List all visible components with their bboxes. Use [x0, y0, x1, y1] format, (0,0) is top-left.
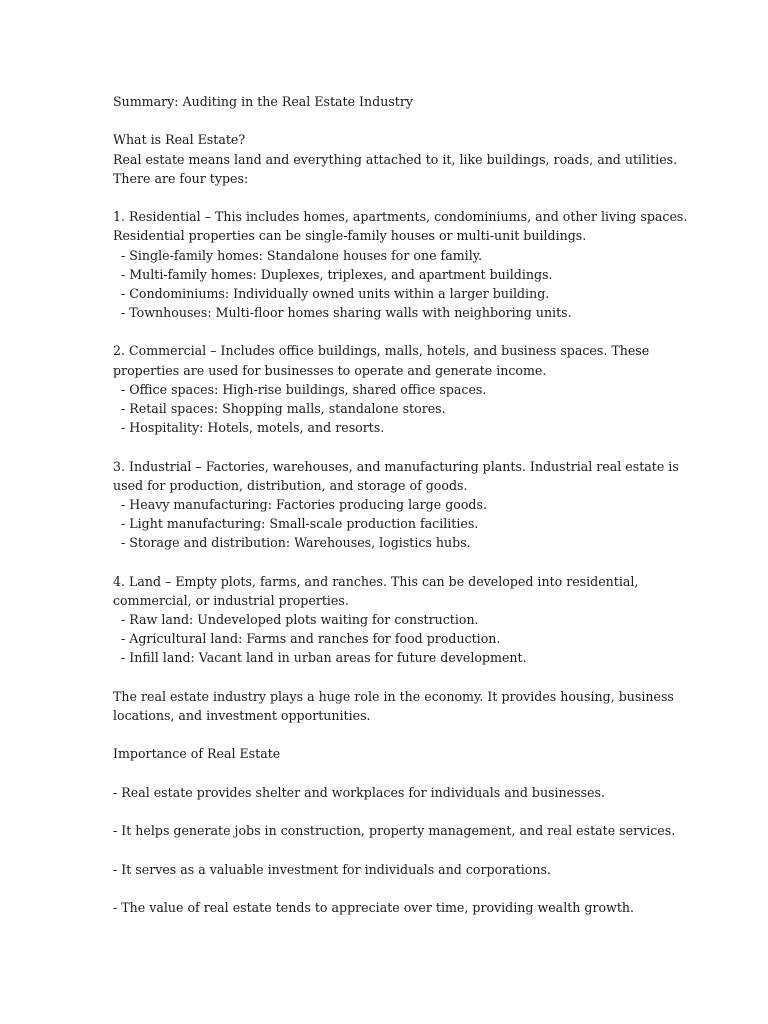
spacer [113, 879, 713, 898]
spacer [113, 840, 713, 859]
paragraph-line: 3. Industrial – Factories, warehouses, and manufacturing plants. Industrial real estate is [113, 458, 679, 474]
section-heading: Importance of Real Estate [113, 746, 281, 762]
type-section-residential [113, 207, 713, 322]
list-item: - Infill land: Vacant land in urban areas for future development. [121, 650, 527, 666]
list-item: - Townhouses: Multi-floor homes sharing walls with neighboring units. [121, 305, 572, 321]
importance-section [113, 744, 713, 917]
type-section-land [113, 572, 713, 668]
spacer [113, 668, 713, 687]
paragraph-line: properties are used for businesses to operate and generate income. [113, 362, 547, 378]
importance-point: - Real estate provides shelter and workplaces for individuals and businesses. [113, 784, 605, 800]
paragraph-line: 1. Residential – This includes homes, apartments, condominiums, and other living spaces. [113, 209, 688, 225]
paragraph-line: used for production, distribution, and storage of goods. [113, 477, 468, 493]
list-item: - Light manufacturing: Small-scale production facilities. [121, 516, 479, 532]
paragraph-line: The real estate industry plays a huge role in the economy. It provides housing, business [113, 688, 674, 704]
spacer [113, 764, 713, 783]
spacer [113, 111, 713, 130]
spacer [113, 725, 713, 744]
importance-point: - It helps generate jobs in construction, property management, and real estate services. [113, 823, 676, 839]
spacer [113, 802, 713, 821]
economy-paragraph [113, 687, 713, 725]
document-page [113, 92, 713, 917]
importance-point: - The value of real estate tends to appreciate over time, providing wealth growth. [113, 899, 635, 915]
intro-section [113, 130, 713, 188]
list-item: - Multi-family homes: Duplexes, triplexes, and apartment buildings. [121, 266, 553, 282]
type-section-commercial [113, 341, 713, 437]
paragraph-line: There are four types: [113, 170, 249, 186]
type-section-industrial [113, 457, 713, 553]
paragraph-line: commercial, or industrial properties. [113, 592, 349, 608]
paragraph-line: 4. Land – Empty plots, farms, and ranches. This can be developed into residential, [113, 573, 639, 589]
spacer [113, 188, 713, 207]
spacer [113, 322, 713, 341]
importance-point: - It serves as a valuable investment for individuals and corporations. [113, 861, 551, 877]
paragraph-line: Residential properties can be single-family houses or multi-unit buildings. [113, 228, 587, 244]
list-item: - Raw land: Undeveloped plots waiting for construction. [121, 612, 479, 628]
spacer [113, 437, 713, 456]
section-heading: What is Real Estate? [113, 132, 246, 148]
list-item: - Heavy manufacturing: Factories producing large goods. [121, 496, 487, 512]
list-item: - Agricultural land: Farms and ranches for food production. [121, 631, 501, 647]
list-item: - Retail spaces: Shopping malls, standalone stores. [121, 401, 446, 416]
paragraph-line: locations, and investment opportunities. [113, 708, 371, 723]
list-item: - Storage and distribution: Warehouses, logistics hubs. [121, 535, 471, 551]
paragraph-line: Real estate means land and everything attached to it, like buildings, roads, and utilities. [113, 151, 678, 167]
list-item: - Office spaces: High-rise buildings, shared office spaces. [121, 381, 487, 397]
list-item: - Hospitality: Hotels, motels, and resorts. [121, 420, 385, 436]
spacer [113, 553, 713, 572]
paragraph-line: 2. Commercial – Includes office buildings, malls, hotels, and business spaces. These [113, 343, 650, 359]
list-item: - Single-family homes: Standalone houses for one family. [121, 247, 483, 263]
list-item: - Condominiums: Individually owned units within a larger building. [121, 285, 550, 301]
document-title: Summary: Auditing in the Real Estate Industry [113, 94, 413, 109]
